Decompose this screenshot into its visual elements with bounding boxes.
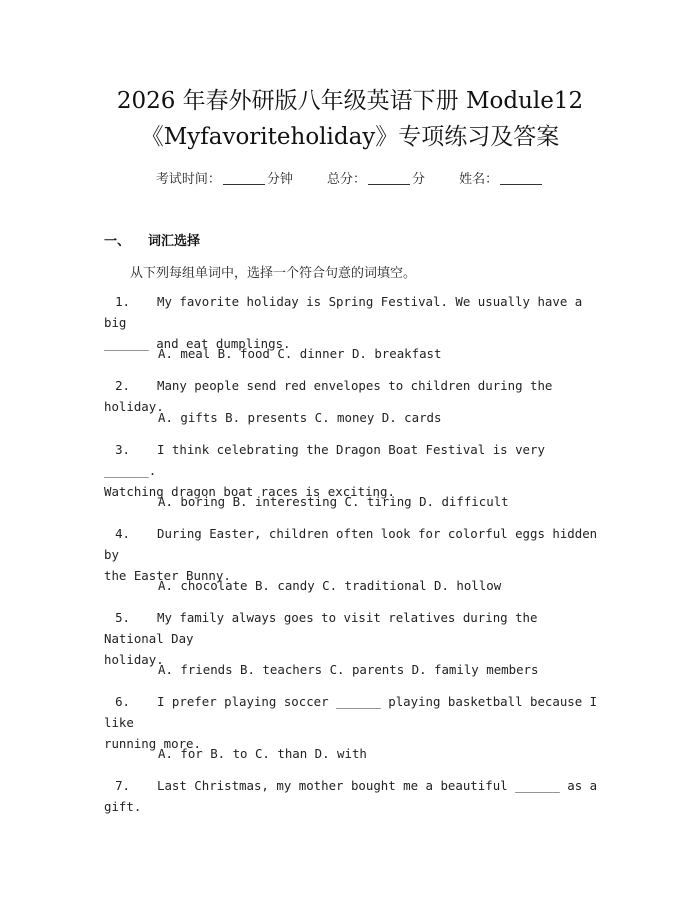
exam-time-label: 考试时间：: [155, 172, 221, 187]
question-text-line-2: holiday.: [104, 652, 164, 667]
question-4-options: A. chocolate B. candy C. traditional D. hollow: [158, 578, 502, 593]
question-text-line-2: ______ and eat dumplings.: [104, 336, 291, 351]
exam-time: [156, 172, 293, 187]
exam-time-unit: 分钟: [266, 172, 293, 187]
question-6-options: A. for B. to C. than D. with: [158, 746, 367, 761]
question-number: 1.: [115, 294, 130, 309]
total-score-unit: 分: [412, 172, 426, 187]
question-1: [104, 291, 604, 354]
question-6: [104, 691, 604, 754]
question-2-options: A. gifts B. presents C. money D. cards: [158, 410, 442, 425]
question-text-line-1: Many people send red envelopes to children during the holiday.: [104, 378, 553, 414]
question-5-options: A. friends B. teachers C. parents D. family members: [158, 662, 539, 677]
section-number: 一、: [104, 234, 131, 249]
document-title-line-1: 2026 年春外研版八年级英语下册 Module12: [116, 88, 584, 114]
question-text-line-2: the Easter Bunny.: [104, 568, 231, 583]
question-5: [104, 607, 604, 670]
question-4: [104, 523, 604, 586]
question-text-line-1: During Easter, children often look for colorful eggs hidden by: [104, 526, 598, 562]
section-title: 词汇选择: [148, 234, 201, 249]
exam-time-blank[interactable]: [223, 172, 265, 185]
total-score: [327, 172, 425, 187]
question-text-line-2: running more.: [104, 736, 201, 751]
question-text-line-1: I prefer playing soccer ______ playing basketball because I like: [104, 694, 598, 730]
total-score-blank[interactable]: [368, 172, 410, 185]
question-1-options: A. meal B. food C. dinner D. breakfast: [158, 346, 442, 361]
question-3-options: A. boring B. interesting C. tiring D. difficult: [158, 494, 509, 509]
question-number: 6.: [115, 694, 130, 709]
question-text-line-1: I think celebrating the Dragon Boat Festival is very ______.: [104, 442, 545, 478]
student-name-label: 姓名：: [459, 172, 499, 187]
question-text-line-1: My family always goes to visit relatives during the National Day: [104, 610, 538, 646]
question-text-line-2: Watching dragon boat races is exciting.: [104, 484, 395, 499]
question-number: 5.: [115, 610, 130, 625]
question-7: [104, 775, 604, 817]
exam-info-line: [0, 168, 700, 187]
student-name-blank[interactable]: [500, 172, 542, 185]
question-number: 7.: [115, 778, 130, 793]
student-name: [459, 172, 544, 187]
question-number: 3.: [115, 442, 130, 457]
total-score-label: 总分：: [326, 172, 366, 187]
section-instruction: 从下列每组单词中，选择一个符合句意的词填空。: [130, 266, 417, 281]
question-number: 4.: [115, 526, 130, 541]
question-text-line-1: Last Christmas, my mother bought me a beautiful ______ as a gift.: [104, 778, 598, 814]
question-3: [104, 439, 604, 502]
section-heading: [104, 230, 200, 249]
question-text-line-1: My favorite holiday is Spring Festival. We usually have a big: [104, 294, 583, 330]
question-number: 2.: [115, 378, 130, 393]
document-title-line-2: 《Myfavoriteholiday》专项练习及答案: [140, 124, 560, 150]
